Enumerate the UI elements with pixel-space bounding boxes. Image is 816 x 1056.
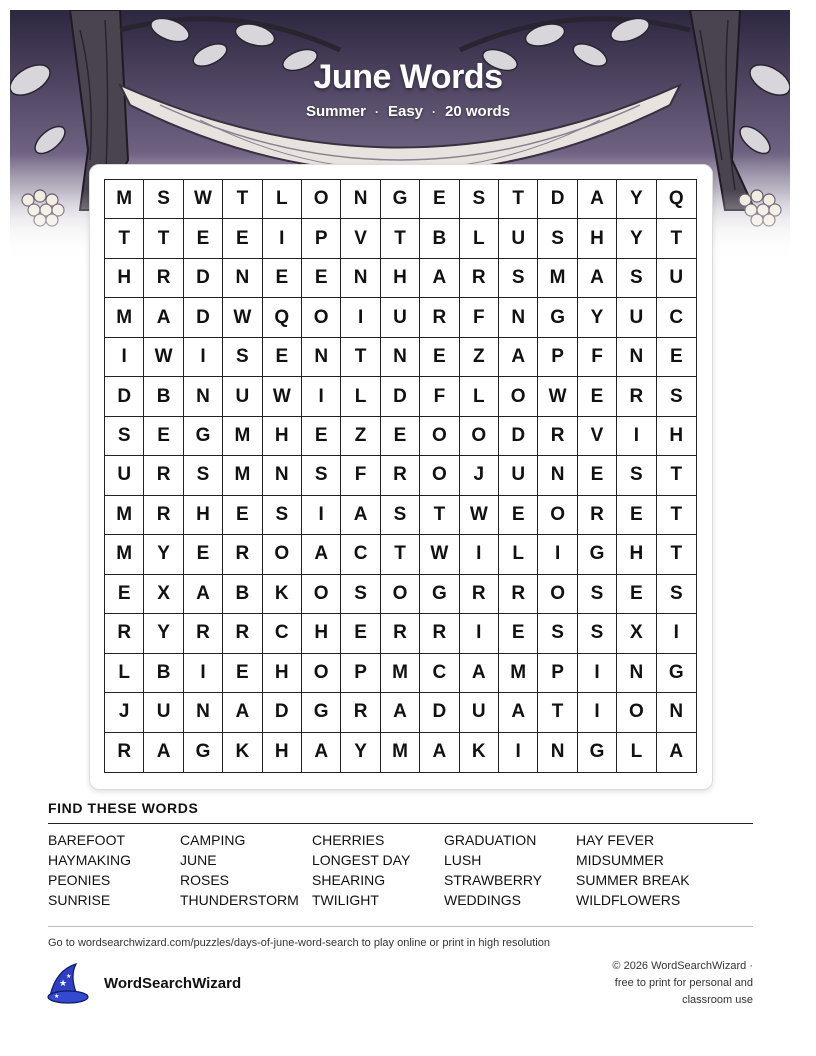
grid-cell[interactable]: S (341, 575, 380, 614)
grid-cell[interactable]: R (381, 614, 420, 653)
divider (48, 823, 753, 824)
grid-cell[interactable]: E (617, 575, 656, 614)
grid-cell[interactable]: E (223, 654, 262, 693)
grid-cell[interactable]: S (144, 180, 183, 219)
grid-cell[interactable]: I (578, 654, 617, 693)
grid-cell[interactable]: I (538, 535, 577, 574)
grid-cell[interactable]: D (420, 693, 459, 732)
grid-cell[interactable]: O (302, 654, 341, 693)
grid-cell[interactable]: S (499, 259, 538, 298)
grid-cell[interactable]: R (184, 614, 223, 653)
grid-cell[interactable]: E (105, 575, 144, 614)
grid-cell[interactable]: M (105, 180, 144, 219)
grid-cell[interactable]: R (144, 496, 183, 535)
grid-cell[interactable]: A (499, 338, 538, 377)
copyright-line: © 2026 WordSearchWizard · (612, 960, 753, 972)
grid-cell[interactable]: A (499, 693, 538, 732)
grid-cell[interactable]: Y (341, 733, 380, 772)
grid-cell[interactable]: Y (144, 535, 183, 574)
copyright (553, 958, 753, 1009)
grid-cell[interactable]: D (381, 377, 420, 416)
grid-cell[interactable]: T (538, 693, 577, 732)
copyright-line: classroom use (682, 994, 753, 1006)
grid-cell[interactable]: M (105, 496, 144, 535)
grid-cell[interactable]: N (184, 693, 223, 732)
grid-cell[interactable]: G (381, 180, 420, 219)
wizard-hat-icon (46, 962, 92, 1004)
grid-cell[interactable]: O (538, 496, 577, 535)
grid-cell[interactable]: L (105, 654, 144, 693)
grid-cell[interactable]: M (105, 535, 144, 574)
grid-cell[interactable]: G (578, 733, 617, 772)
grid-cell[interactable]: R (144, 259, 183, 298)
grid-cell[interactable]: O (499, 377, 538, 416)
grid-cell[interactable]: F (460, 298, 499, 337)
grid-cell[interactable]: N (538, 733, 577, 772)
meta-word-count: 20 words (445, 103, 511, 120)
grid-cell[interactable]: A (420, 733, 459, 772)
grid-cell[interactable]: J (105, 693, 144, 732)
grid-cell[interactable]: T (499, 180, 538, 219)
copyright-line: free to print for personal and (614, 977, 753, 989)
grid-cell[interactable]: N (223, 259, 262, 298)
grid-cell[interactable]: S (263, 496, 302, 535)
grid-cell[interactable]: X (144, 575, 183, 614)
grid-cell[interactable]: Q (263, 298, 302, 337)
grid-cell[interactable]: R (105, 733, 144, 772)
word-list-item: MIDSUMMER (576, 852, 664, 868)
grid-cell[interactable]: X (617, 614, 656, 653)
grid-cell[interactable]: A (144, 298, 183, 337)
grid-cell[interactable]: E (223, 496, 262, 535)
grid-cell[interactable]: H (381, 259, 420, 298)
grid-cell[interactable]: B (223, 575, 262, 614)
grid-cell[interactable]: E (263, 338, 302, 377)
word-list-item: JUNE (180, 852, 217, 868)
grid-cell[interactable]: M (381, 733, 420, 772)
grid-cell[interactable]: I (460, 614, 499, 653)
grid-cell[interactable]: N (381, 338, 420, 377)
word-list-item: CAMPING (180, 832, 246, 848)
grid-cell[interactable]: S (460, 180, 499, 219)
grid-cell[interactable]: D (184, 259, 223, 298)
grid-cell[interactable]: T (657, 496, 696, 535)
grid-cell[interactable]: Y (617, 219, 656, 258)
grid-cell[interactable]: H (617, 535, 656, 574)
word-list-item: BAREFOOT (48, 832, 126, 848)
word-list-item: SUMMER BREAK (576, 872, 690, 888)
grid-cell[interactable]: E (223, 219, 262, 258)
grid-cell[interactable]: N (538, 456, 577, 495)
grid-cell[interactable]: S (578, 575, 617, 614)
grid-cell[interactable]: E (302, 417, 341, 456)
grid-cell[interactable]: A (420, 259, 459, 298)
grid-cell[interactable]: H (302, 614, 341, 653)
page-title: June Words (313, 58, 503, 96)
grid-cell[interactable]: H (184, 496, 223, 535)
grid-cell[interactable]: N (341, 259, 380, 298)
grid-cell[interactable]: U (381, 298, 420, 337)
grid-cell[interactable]: M (105, 298, 144, 337)
grid-cell[interactable]: A (144, 733, 183, 772)
grid-cell[interactable]: U (460, 693, 499, 732)
grid-cell[interactable]: T (223, 180, 262, 219)
grid-cell[interactable]: O (302, 180, 341, 219)
grid-cell[interactable]: P (302, 219, 341, 258)
grid-cell[interactable]: U (499, 456, 538, 495)
grid-cell[interactable]: A (302, 733, 341, 772)
grid-cell[interactable]: I (184, 338, 223, 377)
grid-cell[interactable]: K (460, 733, 499, 772)
grid-cell[interactable]: E (263, 259, 302, 298)
grid-cell[interactable]: S (657, 575, 696, 614)
grid-cell[interactable]: H (263, 733, 302, 772)
grid-cell[interactable]: L (460, 219, 499, 258)
grid-cell[interactable]: A (669, 741, 684, 763)
grid-cell[interactable]: U (144, 693, 183, 732)
grid-cell[interactable]: A (184, 575, 223, 614)
grid-cell[interactable]: O (420, 417, 459, 456)
grid-cell[interactable]: O (617, 693, 656, 732)
grid-cell[interactable]: E (341, 614, 380, 653)
grid-cell[interactable]: N (499, 298, 538, 337)
grid-cell[interactable]: D (538, 180, 577, 219)
grid-cell[interactable]: S (184, 456, 223, 495)
grid-cell[interactable]: B (420, 219, 459, 258)
grid-cell[interactable]: V (578, 417, 617, 456)
grid-cell[interactable]: P (538, 654, 577, 693)
grid-cell[interactable]: C (657, 298, 696, 337)
divider (48, 926, 753, 927)
grid-cell[interactable]: A (223, 693, 262, 732)
word-list-item: TWILIGHT (312, 892, 379, 908)
word-list-item: SUNRISE (48, 892, 111, 908)
grid-cell[interactable]: S (538, 614, 577, 653)
word-list-item: HAY FEVER (576, 832, 655, 848)
grid-cell[interactable]: R (105, 614, 144, 653)
grid-cell[interactable]: C (420, 654, 459, 693)
grid-cell[interactable]: I (263, 219, 302, 258)
grid-cell[interactable]: L (460, 377, 499, 416)
grid-cell[interactable]: R (223, 535, 262, 574)
grid-cell[interactable]: G (538, 298, 577, 337)
grid-cell[interactable]: F (420, 377, 459, 416)
grid-cell[interactable]: E (657, 338, 696, 377)
meta-separator: · (432, 105, 437, 119)
grid-cell[interactable]: M (223, 417, 262, 456)
grid-cell[interactable]: G (302, 693, 341, 732)
word-list (48, 832, 753, 908)
grid-cell[interactable]: R (420, 298, 459, 337)
grid-cell[interactable]: T (420, 496, 459, 535)
grid-cell[interactable]: S (223, 338, 262, 377)
grid-cell[interactable]: O (420, 456, 459, 495)
grid-cell[interactable]: G (420, 575, 459, 614)
grid-cell[interactable]: T (657, 535, 696, 574)
grid-cell[interactable]: W (420, 535, 459, 574)
grid-cell[interactable]: B (144, 654, 183, 693)
grid-cell[interactable]: T (341, 338, 380, 377)
grid-cell[interactable]: P (538, 338, 577, 377)
grid-cell[interactable]: J (460, 456, 499, 495)
grid-cell[interactable]: N (184, 377, 223, 416)
grid-cell[interactable]: U (657, 259, 696, 298)
grid-cell[interactable]: U (617, 298, 656, 337)
footer-link[interactable]: Go to wordsearchwizard.com/puzzles/days-of-june-word-search to play online or print in high resolution (48, 937, 550, 949)
grid-cell[interactable]: G (184, 733, 223, 772)
grid-cell[interactable]: R (499, 575, 538, 614)
grid-cell[interactable]: O (460, 417, 499, 456)
grid-cell[interactable]: M (499, 654, 538, 693)
grid-cell[interactable]: A (302, 535, 341, 574)
grid-cell[interactable]: N (263, 456, 302, 495)
svg-text:★: ★ (54, 993, 60, 1000)
grid-cell[interactable]: Z (460, 338, 499, 377)
word-list-item: WEDDINGS (444, 892, 521, 908)
word-list-item: ROSES (180, 872, 230, 888)
grid-cell[interactable]: W (223, 298, 262, 337)
grid-cell[interactable]: T (381, 219, 420, 258)
grid-cell[interactable]: E (420, 180, 459, 219)
grid-cell[interactable]: E (144, 417, 183, 456)
letter-grid (104, 179, 697, 773)
grid-cell[interactable]: N (617, 338, 656, 377)
grid-cell[interactable]: S (105, 417, 144, 456)
grid-cell[interactable]: E (617, 496, 656, 535)
grid-cell[interactable]: H (657, 417, 696, 456)
word-list-item: STRAWBERRY (444, 872, 543, 888)
grid-cell[interactable]: N (341, 180, 380, 219)
grid-cell[interactable]: E (499, 614, 538, 653)
word-list-title: FIND THESE WORDS (48, 800, 199, 816)
grid-cell[interactable]: Y (578, 298, 617, 337)
grid-cell[interactable]: F (341, 456, 380, 495)
grid-cell[interactable]: S (617, 259, 656, 298)
grid-cell[interactable]: A (578, 259, 617, 298)
grid-cell[interactable]: A (460, 654, 499, 693)
grid-cell[interactable]: R (420, 614, 459, 653)
grid-cell[interactable]: U (223, 377, 262, 416)
brand (46, 962, 241, 1004)
grid-cell[interactable]: M (223, 456, 262, 495)
grid-cell[interactable]: S (617, 456, 656, 495)
meta-separator: · (374, 105, 379, 119)
grid-cell[interactable]: E (499, 496, 538, 535)
grid-cell[interactable]: R (341, 693, 380, 732)
grid-cell[interactable]: L (499, 535, 538, 574)
grid-cell[interactable]: I (617, 417, 656, 456)
grid-cell[interactable]: D (263, 693, 302, 732)
word-list-item: GRADUATION (444, 832, 537, 848)
grid-cell[interactable]: O (302, 298, 341, 337)
word-list-item: PEONIES (48, 872, 111, 888)
svg-text:★: ★ (59, 979, 68, 989)
grid-cell[interactable]: W (538, 377, 577, 416)
grid-cell[interactable]: H (263, 417, 302, 456)
grid-cell[interactable]: I (341, 298, 380, 337)
grid-cell[interactable]: T (144, 219, 183, 258)
grid-cell[interactable]: N (302, 338, 341, 377)
grid-cell[interactable]: Q (657, 180, 696, 219)
grid-cell[interactable]: E (578, 456, 617, 495)
puzzle-meta (0, 103, 816, 120)
grid-cell[interactable]: C (263, 614, 302, 653)
grid-cell[interactable]: U (105, 456, 144, 495)
grid-cell[interactable]: N (617, 654, 656, 693)
grid-cell[interactable]: R (538, 417, 577, 456)
brand-name: WordSearchWizard (104, 974, 242, 992)
grid-cell[interactable]: D (499, 417, 538, 456)
grid-cell[interactable]: I (302, 496, 341, 535)
grid-cell[interactable]: K (263, 575, 302, 614)
grid-cell[interactable]: M (381, 654, 420, 693)
grid-cell[interactable]: O (381, 575, 420, 614)
grid-cell[interactable]: H (263, 654, 302, 693)
svg-text:★: ★ (66, 973, 72, 980)
grid-cell[interactable]: W (144, 338, 183, 377)
grid-cell[interactable]: G (184, 417, 223, 456)
grid-cell[interactable]: M (538, 259, 577, 298)
grid-cell[interactable]: A (381, 693, 420, 732)
grid-cell[interactable]: I (105, 338, 144, 377)
grid-cell[interactable]: T (105, 219, 144, 258)
grid-cell[interactable]: T (381, 535, 420, 574)
meta-difficulty: Easy (387, 103, 424, 120)
grid-cell[interactable]: R (460, 575, 499, 614)
grid-cell[interactable]: V (341, 219, 380, 258)
grid-cell[interactable]: R (144, 456, 183, 495)
grid-cell[interactable]: R (460, 259, 499, 298)
word-list-item: LONGEST DAY (312, 852, 411, 868)
grid-cell[interactable]: H (105, 259, 144, 298)
grid-cell[interactable]: D (105, 377, 144, 416)
grid-cell[interactable]: S (381, 496, 420, 535)
grid-cell[interactable]: E (302, 259, 341, 298)
grid-cell[interactable]: T (657, 456, 696, 495)
grid-cell[interactable]: A (578, 180, 617, 219)
grid-cell[interactable]: O (263, 535, 302, 574)
word-list-item: WILDFLOWERS (576, 892, 681, 908)
grid-cell[interactable]: E (184, 535, 223, 574)
grid-cell[interactable]: C (341, 535, 380, 574)
grid-cell[interactable]: E (420, 338, 459, 377)
grid-cell[interactable]: T (657, 219, 696, 258)
grid-cell[interactable]: S (538, 219, 577, 258)
grid-cell[interactable]: P (341, 654, 380, 693)
meta-theme: Summer (305, 103, 366, 120)
grid-cell[interactable]: I (460, 535, 499, 574)
grid-cell[interactable]: I (302, 377, 341, 416)
grid-cell[interactable]: Y (144, 614, 183, 653)
grid-cell[interactable]: S (657, 377, 696, 416)
grid-cell[interactable]: O (538, 575, 577, 614)
grid-cell[interactable]: S (302, 456, 341, 495)
grid-cell[interactable]: U (499, 219, 538, 258)
grid-cell[interactable]: I (657, 614, 696, 653)
grid-cell[interactable]: E (184, 219, 223, 258)
grid-cell[interactable]: R (381, 456, 420, 495)
grid-cell[interactable]: L (263, 180, 302, 219)
grid-cell[interactable]: W (263, 377, 302, 416)
grid-cell[interactable]: I (184, 654, 223, 693)
grid-cell[interactable]: Y (617, 180, 656, 219)
grid-cell[interactable]: K (223, 733, 262, 772)
grid-cell[interactable]: G (578, 535, 617, 574)
grid-cell[interactable]: Z (341, 417, 380, 456)
grid-cell[interactable]: E (578, 377, 617, 416)
grid-cell[interactable]: A (341, 496, 380, 535)
grid-cell[interactable]: R (223, 614, 262, 653)
grid-cell[interactable]: R (617, 377, 656, 416)
grid-cell[interactable]: W (460, 496, 499, 535)
grid-cell[interactable]: N (657, 693, 696, 732)
word-list-item: CHERRIES (312, 832, 385, 848)
grid-cell[interactable]: L (341, 377, 380, 416)
grid-cell[interactable]: W (184, 180, 223, 219)
grid-cell[interactable]: I (499, 733, 538, 772)
grid-cell[interactable]: O (302, 575, 341, 614)
grid-cell[interactable]: E (381, 417, 420, 456)
word-list-item: SHEARING (312, 872, 386, 888)
grid-cell[interactable]: B (144, 377, 183, 416)
grid-cell[interactable]: D (184, 298, 223, 337)
word-list-item: THUNDERSTORM (180, 892, 299, 908)
grid-cell[interactable]: F (578, 338, 617, 377)
grid-cell[interactable]: L (617, 733, 656, 772)
grid-cell[interactable]: I (578, 693, 617, 732)
grid-cell[interactable]: S (578, 614, 617, 653)
grid-cell[interactable]: H (578, 219, 617, 258)
grid-cell[interactable]: G (657, 654, 696, 693)
word-list-item: HAYMAKING (48, 852, 131, 868)
word-list-item: LUSH (444, 852, 482, 868)
grid-cell[interactable]: R (578, 496, 617, 535)
